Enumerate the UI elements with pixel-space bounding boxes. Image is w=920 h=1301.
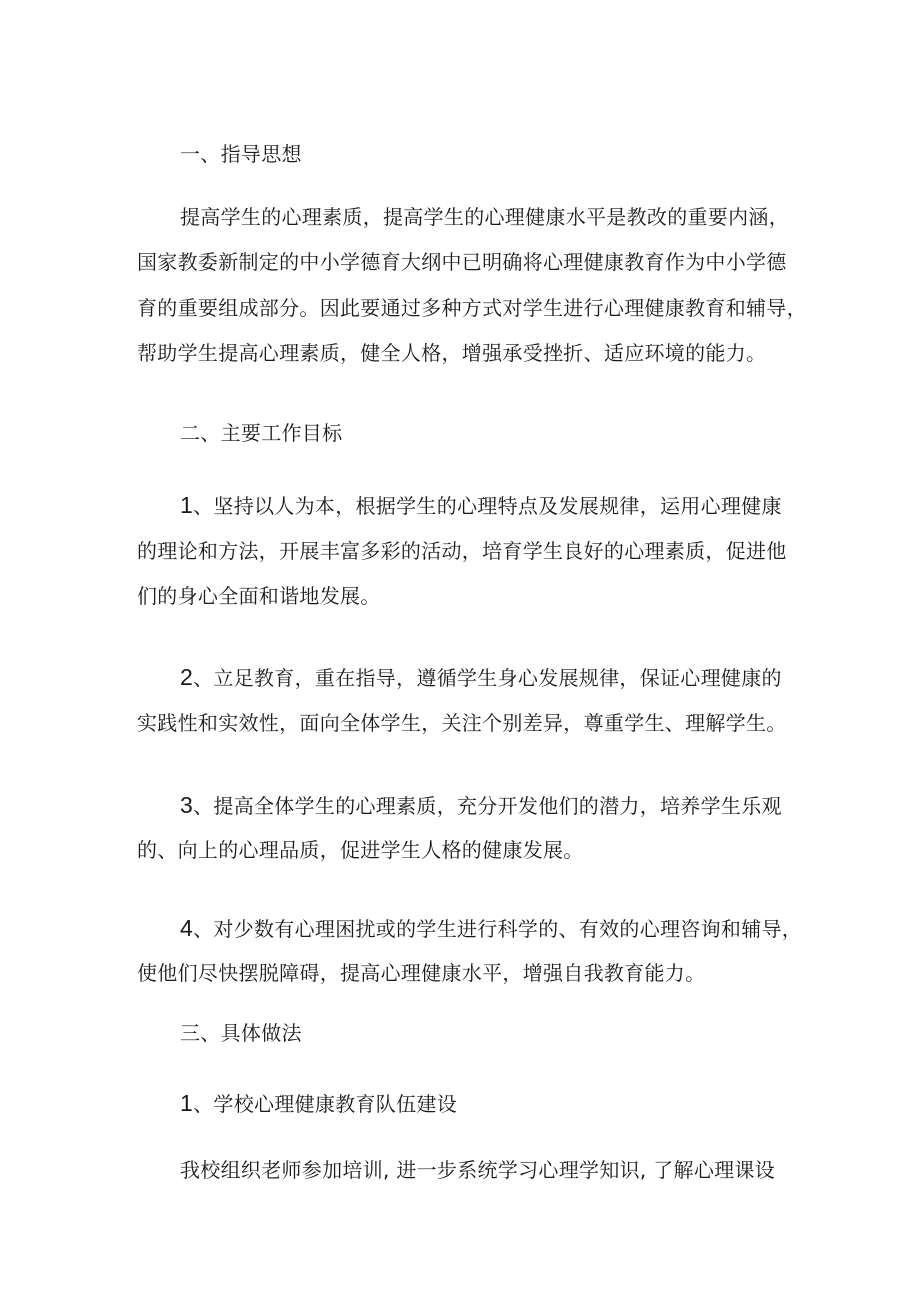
section-1-paragraph-line: 帮助学生提高心理素质，健全人格，增强承受挫折、适应环境的能力。 — [137, 341, 767, 365]
section-3-heading: 三、具体做法 — [180, 1021, 302, 1045]
section-1-heading: 一、指导思想 — [180, 142, 302, 166]
goal-item-2-line — [180, 662, 782, 693]
goal-item-2-text: 、立足教育，重在指导，遵循学生身心发展规律，保证心理健康的 — [193, 666, 782, 690]
section-2-heading: 二、主要工作目标 — [180, 421, 343, 445]
goal-item-3-text: 、提高全体学生的心理素质，充分开发他们的潜力，培养学生乐观 — [193, 794, 782, 818]
goal-item-1-text: 、坚持以人为本，根据学生的心理特点及发展规律，运用心理健康 — [193, 494, 782, 518]
goal-item-3-line — [180, 790, 782, 821]
method-item-1-text: 、学校心理健康教育队伍建设 — [193, 1092, 457, 1116]
section-3-paragraph-line: 我校组织老师参加培训, 进一步系统学习心理学知识, 了解心理课设 — [180, 1158, 776, 1182]
goal-item-4-line — [180, 913, 802, 944]
goal-item-4-number: 4 — [180, 915, 194, 941]
goal-item-2-number: 2 — [180, 664, 194, 690]
goal-item-3-line: 的、向上的心理品质，促进学生人格的健康发展。 — [137, 838, 584, 862]
goal-item-4-text: 、对少数有心理困扰或的学生进行科学的、有效的心理咨询和辅导， — [193, 917, 803, 941]
goal-item-2-line: 实践性和实效性，面向全体学生，关注个别差异，尊重学生、理解学生。 — [137, 711, 787, 735]
goal-item-1-line: 的理论和方法，开展丰富多彩的活动，培育学生良好的心理素质，促进他 — [137, 539, 787, 563]
section-1-paragraph-line: 提高学生的心理素质，提高学生的心理健康水平是教改的重要内涵， — [180, 205, 789, 229]
section-1-paragraph-line: 国家教委新制定的中小学德育大纲中已明确将心理健康教育作为中小学德 — [137, 250, 787, 274]
goal-item-3-number: 3 — [180, 792, 194, 818]
goal-item-1-line: 们的身心全面和谐地发展。 — [137, 584, 381, 608]
goal-item-1-line — [180, 490, 782, 521]
goal-item-1-number: 1 — [180, 492, 194, 518]
method-item-1-number: 1 — [180, 1090, 194, 1116]
goal-item-4-line: 使他们尽快摆脱障碍，提高心理健康水平，增强自我教育能力。 — [137, 961, 706, 985]
method-item-1-line — [180, 1088, 457, 1119]
section-1-paragraph-line: 育的重要组成部分。因此要通过多种方式对学生进行心理健康教育和辅导， — [137, 296, 807, 320]
